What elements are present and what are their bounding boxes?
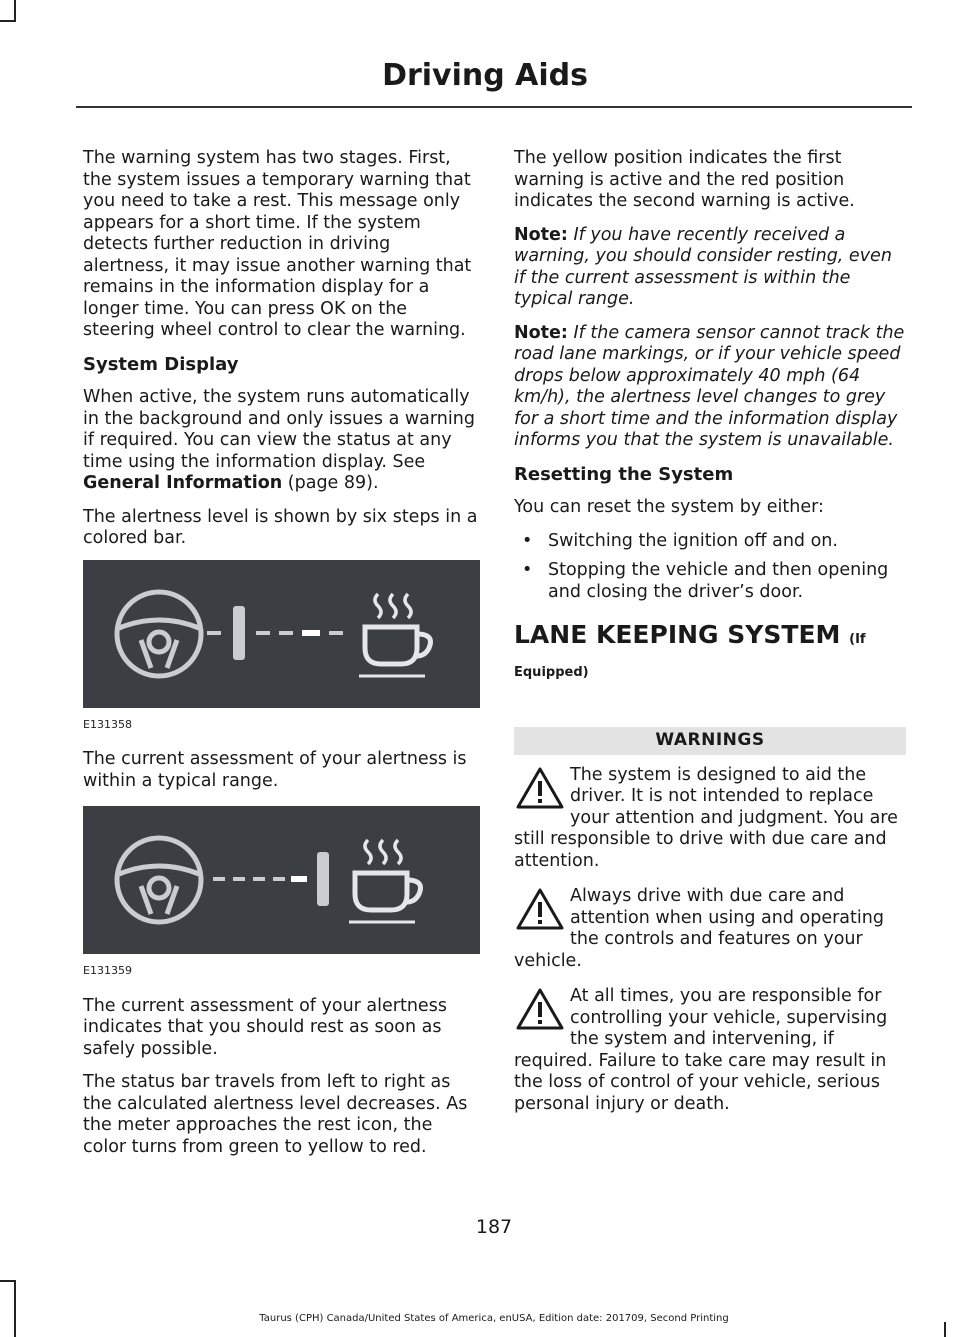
paragraph: The yellow position indicates the first warning is active and the red position indicates the second warning is active. [514, 148, 855, 211]
footer-edition: Taurus (CPH) Canada/United States of America, enUSA, Edition date: 201709, Second Printing [259, 1313, 729, 1324]
warnings-header: WARNINGS [514, 727, 906, 755]
steering-wheel-icon [117, 592, 201, 676]
crop-mark [944, 1322, 946, 1337]
alertness-bar-illustration [83, 560, 480, 708]
coffee-cup-icon [359, 594, 431, 676]
note: Note: If you have recently received a warning, you should consider resting, even if the current assessment is within the typical range. [514, 224, 892, 309]
paragraph: You can reset the system by either: [514, 497, 824, 517]
left-column [83, 148, 478, 1170]
figure-id: E131359 [83, 964, 132, 977]
paragraph: The current assessment of your alertness indicates that you should rest as soon as safely possible. [83, 995, 447, 1059]
warning-item: Always drive with due care and attention when using and operating the controls and features on your vehicle. [514, 886, 884, 971]
crop-mark [14, 1280, 16, 1337]
warning-item: The system is designed to aid the driver. It is not intended to replace your attention and judgment. You are still responsible to drive with due care and attention. [514, 764, 898, 871]
alertness-bar-illustration [83, 806, 480, 954]
alertness-figure-rest [83, 806, 480, 954]
paragraph: The current assessment of your alertness is within a typical range. [83, 749, 467, 791]
header-rule [76, 106, 912, 108]
page-title: Driving Aids [382, 58, 588, 93]
right-column [514, 148, 906, 1129]
crop-mark [14, 0, 16, 20]
subheading-system-display: System Display [83, 353, 239, 375]
list-item: • Switching the ignition off and on. [522, 530, 838, 551]
warning-item: At all times, you are responsible for controlling your vehicle, supervising the system and intervening, if required. Failure to take care may result in the loss of control of your vehicle, serious personal injury or death. [514, 986, 888, 1114]
page-number: 187 [475, 1216, 513, 1238]
steering-wheel-icon [117, 838, 201, 922]
alertness-figure-typical [83, 560, 480, 708]
paragraph: The alertness level is shown by six steps in a colored bar. [83, 506, 478, 548]
note: Note: If the camera sensor cannot track the road lane markings, or if your vehicle speed drops below approximately 40 mph (64 km/h), the alertness level changes to grey for a short time and the information display informs you that the system is unavailable. [514, 322, 905, 450]
warning-triangle-icon [514, 886, 566, 932]
paragraph: When active, the system runs automatically in the background and only issues a warning if required. You can view the status at any time using the information display. See General Information (page 89). [83, 387, 475, 493]
paragraph: The warning system has two stages. First, the system issues a temporary warning that you need to take a rest. This message only appears for a short time. If the system detects further reduction in driving alertness, it may issue another warning that remains in the information display for a longer time. You can press OK on the steering wheel control to clear the warning. [83, 148, 472, 340]
warning-triangle-icon [514, 765, 566, 811]
list-item: • Stopping the vehicle and then opening and closing the driver’s door. [522, 560, 889, 602]
bullet-list [514, 531, 906, 604]
section-heading-lane-keeping: LANE KEEPING SYSTEM (If Equipped) [514, 620, 866, 680]
cross-reference-link[interactable]: General Information [83, 473, 283, 493]
crop-mark [0, 1280, 16, 1282]
subheading-resetting: Resetting the System [514, 463, 734, 485]
coffee-cup-icon [349, 840, 421, 922]
figure-id: E131358 [83, 717, 132, 731]
warning-triangle-icon [514, 986, 566, 1032]
paragraph: The status bar travels from left to right as the calculated alertness level decreases. As the meter approaches the rest icon, the color turns from green to yellow to red. [83, 1072, 468, 1157]
crop-mark [0, 20, 16, 22]
